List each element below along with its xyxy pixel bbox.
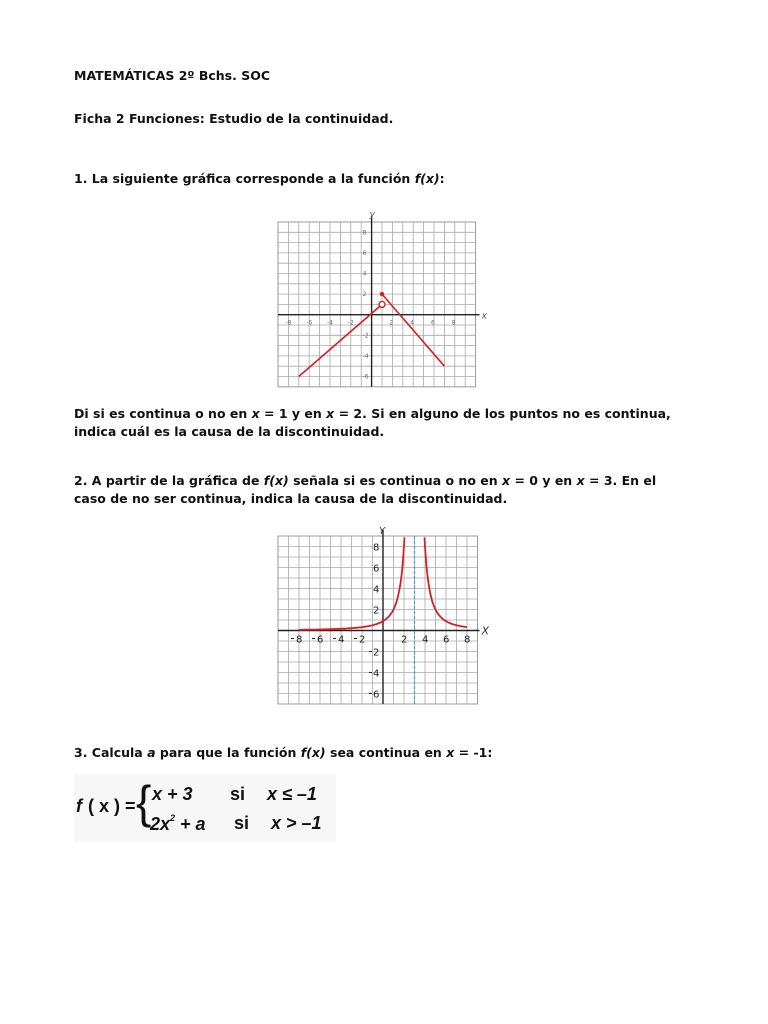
x-tick-label: -4 bbox=[327, 319, 333, 327]
y-tick-label: 8 bbox=[373, 542, 380, 554]
question-3-line bbox=[74, 744, 492, 762]
q2-text-d: = 3. En el bbox=[584, 473, 657, 488]
graph-2 bbox=[272, 526, 496, 706]
q1-text-a: Di si es continua o no en bbox=[74, 406, 252, 421]
piecewise-formula bbox=[74, 774, 336, 842]
q1-var-x: x bbox=[326, 406, 335, 421]
y-tick-label: 2 bbox=[373, 647, 380, 659]
q3-text-a: 3. Calcula bbox=[74, 745, 148, 760]
q3-text-c: sea continua en bbox=[325, 745, 447, 760]
y-tick-label: 4 bbox=[373, 668, 380, 680]
case-2-term: 2x bbox=[150, 814, 171, 834]
x-tick-label: 2 bbox=[389, 319, 394, 327]
closed-point bbox=[380, 292, 384, 296]
x-tick-label: 8 bbox=[464, 634, 471, 646]
y-tick-label: 8 bbox=[362, 229, 367, 237]
q3-var-x: x bbox=[446, 745, 455, 760]
q1-var-x: x bbox=[251, 406, 260, 421]
y-tick-label: 4 bbox=[373, 584, 380, 596]
y-tick-label: 2 bbox=[362, 291, 367, 299]
graph-1 bbox=[270, 208, 487, 394]
x-tick-label: 8 bbox=[296, 634, 303, 646]
q2-text-b: señala si es continua o no en bbox=[288, 473, 503, 488]
course-heading: MATEMÁTICAS 2º Bchs. SOC bbox=[74, 68, 271, 83]
y-tick-label: 2 bbox=[373, 605, 380, 617]
case-2-si: si bbox=[234, 813, 250, 833]
q3-text-d: = -1: bbox=[454, 745, 493, 760]
q1-intro-text: 1. La siguiente gráfica corresponde a la función bbox=[74, 171, 415, 186]
formula-brace: { bbox=[136, 776, 152, 828]
case-1-si: si bbox=[230, 784, 246, 804]
x-tick-label: 6 bbox=[443, 634, 450, 646]
y-tick-label: -6 bbox=[362, 373, 369, 381]
q3-function: f(x) bbox=[300, 745, 326, 760]
q2-text-c: = 0 y en bbox=[510, 473, 577, 488]
x-tick-label: 4 bbox=[422, 634, 429, 646]
formula-lhs: ( x ) = bbox=[88, 796, 136, 816]
q1-text-c: = 2. Si en alguno de los puntos no es continua, bbox=[334, 406, 671, 421]
x-tick-label: 2 bbox=[359, 634, 366, 646]
case-2-expression bbox=[150, 813, 206, 835]
x-tick-label: 8 bbox=[451, 319, 456, 327]
q2-var-x: x bbox=[576, 473, 585, 488]
y-tick-label: 4 bbox=[362, 270, 367, 278]
x-tick-label: 6 bbox=[431, 319, 435, 327]
q2-text-a: 2. A partir de la gráfica de bbox=[74, 473, 264, 488]
question-1-intro bbox=[74, 170, 445, 188]
x-axis-label: X bbox=[481, 624, 490, 638]
case-2-condition: x > –1 bbox=[271, 813, 322, 833]
x-tick-label: 2 bbox=[401, 634, 408, 646]
y-tick-label: 6 bbox=[362, 249, 367, 257]
x-tick-label: 4 bbox=[410, 319, 415, 327]
q1-text-b: = 1 y en bbox=[259, 406, 327, 421]
x-axis-label: x bbox=[481, 311, 487, 322]
question-2-line-1 bbox=[74, 472, 656, 490]
q3-text-b: para que la función bbox=[155, 745, 301, 760]
case-1-expression: x + 3 bbox=[152, 784, 193, 804]
question-1-line-2: indica cuál es la causa de la discontinuidad. bbox=[74, 424, 385, 439]
x-tick-label: -2 bbox=[347, 319, 354, 327]
worksheet-title: Ficha 2 Funciones: Estudio de la continuidad. bbox=[74, 111, 394, 126]
y-tick-label: 6 bbox=[373, 689, 380, 701]
q2-var-x: x bbox=[502, 473, 511, 488]
q1-intro-colon: : bbox=[439, 171, 445, 186]
question-1-line-1 bbox=[74, 405, 671, 423]
formula-f: f bbox=[76, 796, 82, 816]
x-tick-label: 4 bbox=[338, 634, 345, 646]
case-2-constant: + a bbox=[175, 814, 206, 834]
case-1-condition: x ≤ –1 bbox=[267, 784, 317, 804]
y-tick-label: -2 bbox=[362, 332, 369, 340]
open-point bbox=[379, 301, 385, 307]
q1-intro-function: f(x) bbox=[414, 171, 440, 186]
y-tick-label: -4 bbox=[362, 352, 369, 360]
x-tick-label: -6 bbox=[306, 319, 313, 327]
question-2-line-2: caso de no ser continua, indica la causa de la discontinuidad. bbox=[74, 491, 508, 506]
case-2-exponent: 2 bbox=[170, 813, 176, 823]
y-axis-label: y bbox=[369, 210, 375, 220]
y-axis-label: Y bbox=[379, 526, 386, 537]
y-tick-label: 6 bbox=[373, 563, 380, 575]
q3-var-a: a bbox=[147, 745, 156, 760]
x-tick-label: 6 bbox=[317, 634, 324, 646]
q2-function: f(x) bbox=[263, 473, 289, 488]
x-tick-label: -8 bbox=[285, 319, 292, 327]
